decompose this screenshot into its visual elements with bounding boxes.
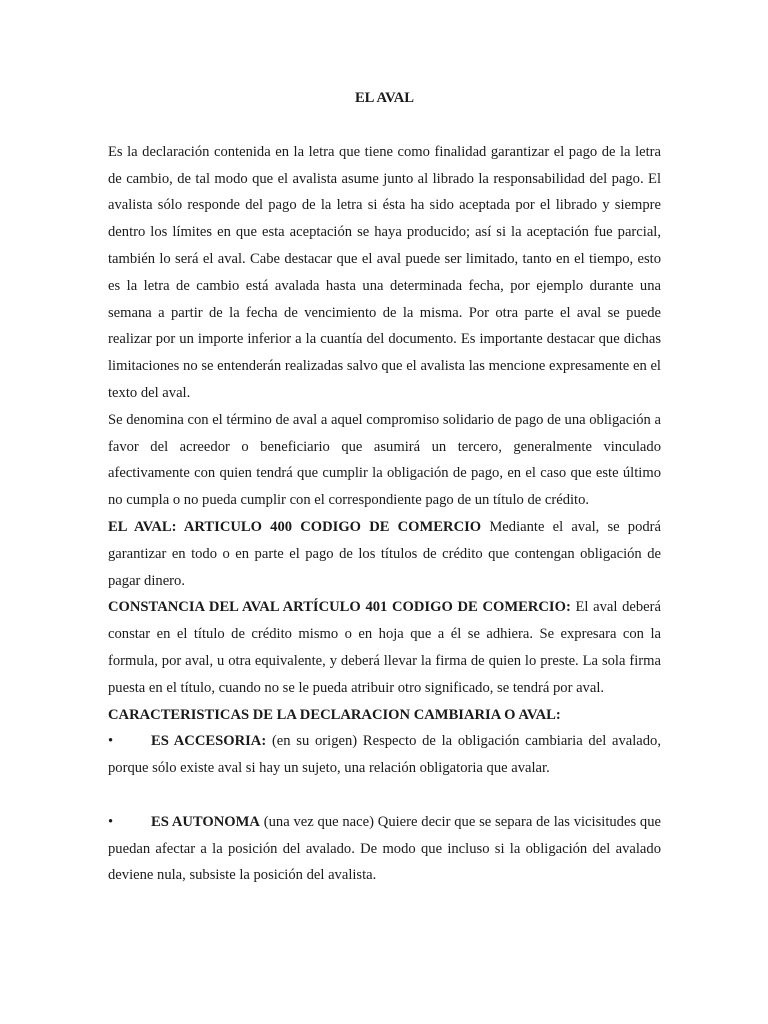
- paragraph-article-400: [108, 514, 661, 594]
- bullet-accesoria: [108, 728, 661, 782]
- characteristics-heading: CARACTERISTICAS DE LA DECLARACION CAMBIARIA O AVAL:: [108, 706, 561, 723]
- paragraph-definition: Es la declaración contenida en la letra que tiene como finalidad garantizar el pago de la letra de cambio, de tal modo que el avalista asume junto al librado la responsabilidad del pago. El avalista sólo responde del pago de la letra si ésta ha sido aceptada por el librado y siempre dentro los límites en que esta aceptación se haya producido; así si la aceptación fue parcial, también lo será el aval. Cabe destacar que el aval puede ser limitado, tanto en el tiempo, esto es la letra de cambio está avalada hasta una determinada fecha, por ejemplo durante una semana a partir de la fecha de vencimiento de la misma. Por otra parte el aval se puede realizar por un importe inferior a la cuantía del documento. Es importante destacar que dichas limitaciones no se entenderán realizadas salvo que el avalista las mencione expresamente en el texto del aval.: [108, 143, 661, 401]
- bullet-mark: •: [108, 733, 114, 750]
- paragraph-article-401: [108, 594, 661, 701]
- bullet-mark: •: [108, 813, 114, 830]
- paragraph-aval-term: Se denomina con el término de aval a aquel compromiso solidario de pago de una obligación a favor del acreedor o beneficiario que asumirá un tercero, generalmente vinculado afectivamente con quien tendrá que cumplir la obligación de pago, en el caso que este último no cumpla o no pueda cumplir con el correspondiente pago de un título de crédito.: [108, 411, 661, 509]
- document-title: EL AVAL: [354, 90, 415, 106]
- bullet-autonoma-text: (una vez que nace) Quiere decir que se separa de las vicisitudes que puedan afectar a la posición del avalado. De modo que incluso si la obligación del avalado deviene nula, subsiste la posición del avalista.: [108, 813, 661, 884]
- article-401-heading: CONSTANCIA DEL AVAL ARTÍCULO 401 CODIGO DE COMERCIO:: [108, 599, 571, 616]
- article-400-heading: EL AVAL: ARTICULO 400 CODIGO DE COMERCIO: [108, 518, 482, 535]
- bullet-autonoma-label: ES AUTONOMA: [151, 813, 260, 830]
- document-page: [108, 85, 661, 889]
- bullet-accesoria-text: (en su origen) Respecto de la obligación cambiaria del avalado, porque sólo existe aval si hay un sujeto, una relación obligatoria que avalar.: [108, 733, 661, 777]
- bullet-accesoria-label: ES ACCESORIA:: [151, 733, 267, 750]
- article-400-text: Mediante el aval, se podrá garantizar en todo o en parte el pago de los títulos de crédito que contengan obligación de pagar dinero.: [108, 518, 661, 589]
- spacer: [108, 782, 661, 809]
- bullet-autonoma: [108, 809, 661, 889]
- article-401-text: El aval deberá constar en el título de crédito mismo o en hoja que a él se adhiera. Se expresara con la formula, por aval, u otra equivalente, y deberá llevar la firma de quien lo preste. La sola firma puesta en el título, cuando no se le pueda atribuir otro significado, se tendrá por aval.: [108, 599, 661, 696]
